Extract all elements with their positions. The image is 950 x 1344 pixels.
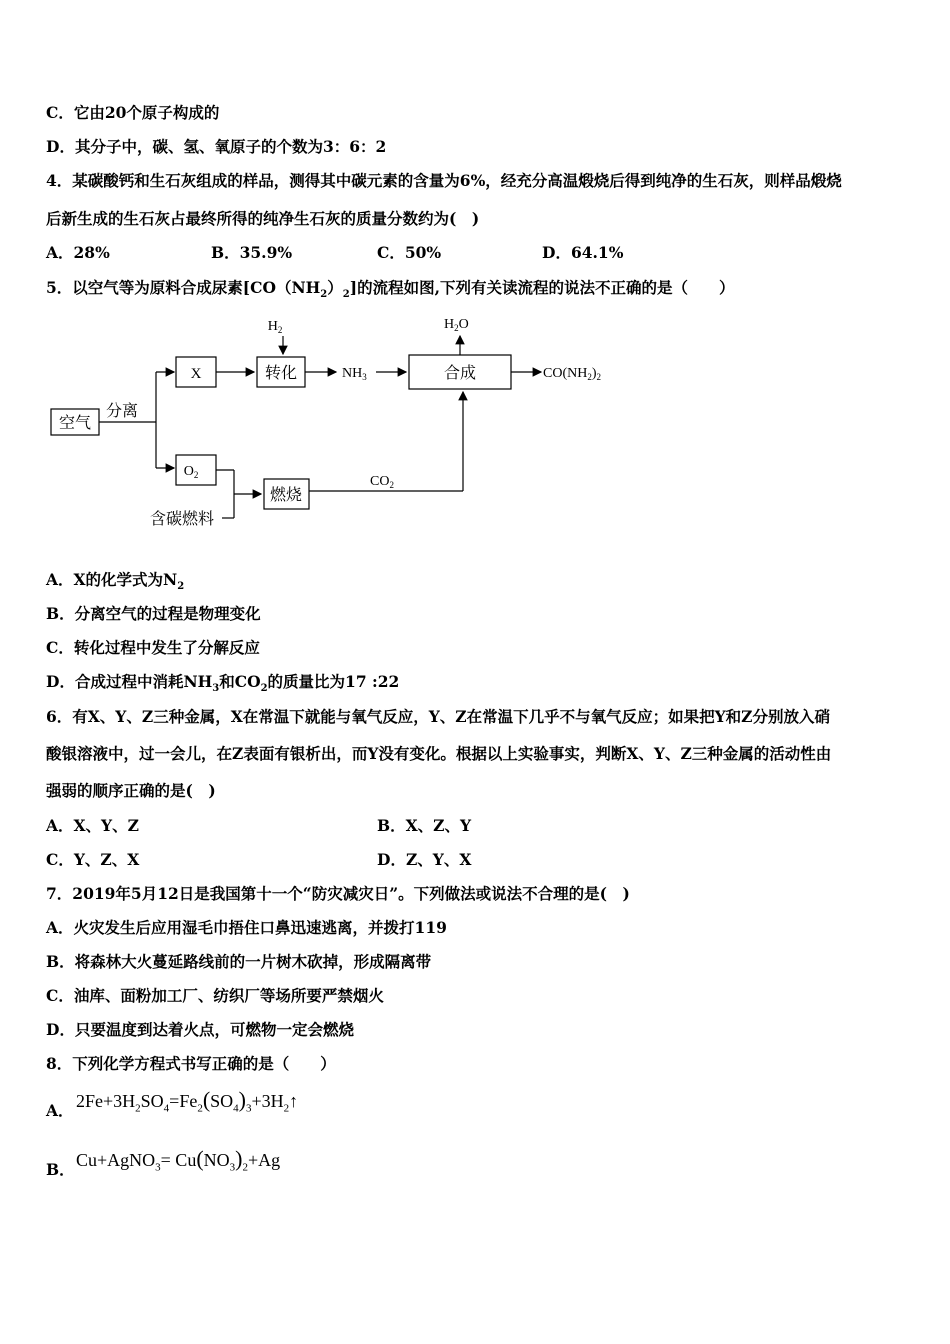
question-6-stem-1: 6．有X、Y、Z三种金属，X在常温下就能与氧气反应，Y、Z在常温下几乎不与氧气反应；如果把Y和Z分别放入硝 <box>46 707 830 726</box>
q6-option-d: D．Z、Y、X <box>377 850 472 869</box>
question-5-stem: 5．以空气等为原料合成尿素$[CO(NH_2)_2]$的流程如图,下列有关读流程的说法不正确的是（ ） <box>46 278 735 301</box>
urea-label: $CO(NH_2)_2$ <box>543 366 602 382</box>
q6-option-a: A．X、Y、Z <box>46 816 139 835</box>
q4-option-b: B．35.9% <box>211 243 293 262</box>
q6-option-b: B．X、Z、Y <box>377 816 472 835</box>
air-label: 空气 <box>58 415 92 432</box>
question-6-stem-2: 酸银溶液中，过一会儿，在Z表面有银析出，而Y没有变化。根据以上实验事实，判断X、Y、Z三种金属的活动性由 <box>46 744 832 763</box>
co2-label: $CO_2$ <box>370 474 394 490</box>
nh3-label: $NH_3$ <box>342 366 367 382</box>
q8-option-a-label: A． <box>46 1101 74 1120</box>
h2-label: $H_2$ <box>267 319 283 335</box>
question-7-stem: 7．2019年5月12日是我国第十一个“防灾减灾日”。下列做法或说法不合理的是( ) <box>46 884 630 903</box>
o2-label: $O_2$ <box>183 464 199 480</box>
question-6-stem-3: 强弱的顺序正确的是( ) <box>46 781 216 800</box>
q4-option-d: D．64.1% <box>542 243 624 262</box>
q5-option-c: C．转化过程中发生了分解反应 <box>46 638 260 657</box>
burn-label: 燃烧 <box>269 487 303 504</box>
q7-option-d: D．只要温度到达着火点，可燃物一定会燃烧 <box>46 1020 354 1039</box>
x-label: X <box>190 366 202 382</box>
q4-option-a: A．28% <box>46 243 110 262</box>
convert-label: 转化 <box>264 365 298 382</box>
q6-option-c: C．Y、Z、X <box>46 850 140 869</box>
q7-option-b: B．将森林大火蔓延路线前的一片树木砍掉，形成隔离带 <box>46 952 432 971</box>
q8-equation-a: $2Fe+3H_2SO_4=Fe_2(SO_4)_3+3H_2↑$ <box>76 1087 299 1115</box>
question-8-stem: 8．下列化学方程式书写正确的是（ ） <box>46 1054 336 1073</box>
q7-option-c: C．油库、面粉加工厂、纺织厂等场所要严禁烟火 <box>46 986 384 1005</box>
synthesis-label: 合成 <box>443 365 477 382</box>
process-flow-diagram <box>46 310 646 540</box>
q7-option-a: A．火灾发生后应用湿毛巾捂住口鼻迅速逃离，并拨打119 <box>46 918 447 937</box>
line-c-20-atoms: C．它由20个原子构成的 <box>46 103 220 122</box>
question-4-stem-2: 后新生成的生石灰占最终所得的纯净生石灰的质量分数约为( ) <box>46 209 480 228</box>
question-4-stem-1: 4．某碳酸钙和生石灰组成的样品，测得其中碳元素的含量为6%，经充分高温煅烧后得到纯净的生石灰，则样品煅烧 <box>46 171 842 190</box>
line-d-atom-ratio: D．其分子中，碳、氢、氧原子的个数为3：6：2 <box>46 137 387 156</box>
h2o-label: $H_2O$ <box>444 317 469 333</box>
q5-option-a: A．X的化学式为$N_2$ <box>46 570 185 593</box>
q4-option-c: C．50% <box>377 243 442 262</box>
q5-option-b: B．分离空气的过程是物理变化 <box>46 604 261 623</box>
q5-option-d: D．合成过程中消耗$NH_3$和$CO_2$的质量比为17 :22 <box>46 672 400 695</box>
q8-option-b-label: B． <box>46 1160 75 1179</box>
separate-label: 分离 <box>106 403 139 420</box>
q8-equation-b: Cu+AgNO$_3$= $Cu(NO_3)_2+Ag$ <box>76 1146 281 1174</box>
fuel-label: 含碳燃料 <box>150 511 215 528</box>
